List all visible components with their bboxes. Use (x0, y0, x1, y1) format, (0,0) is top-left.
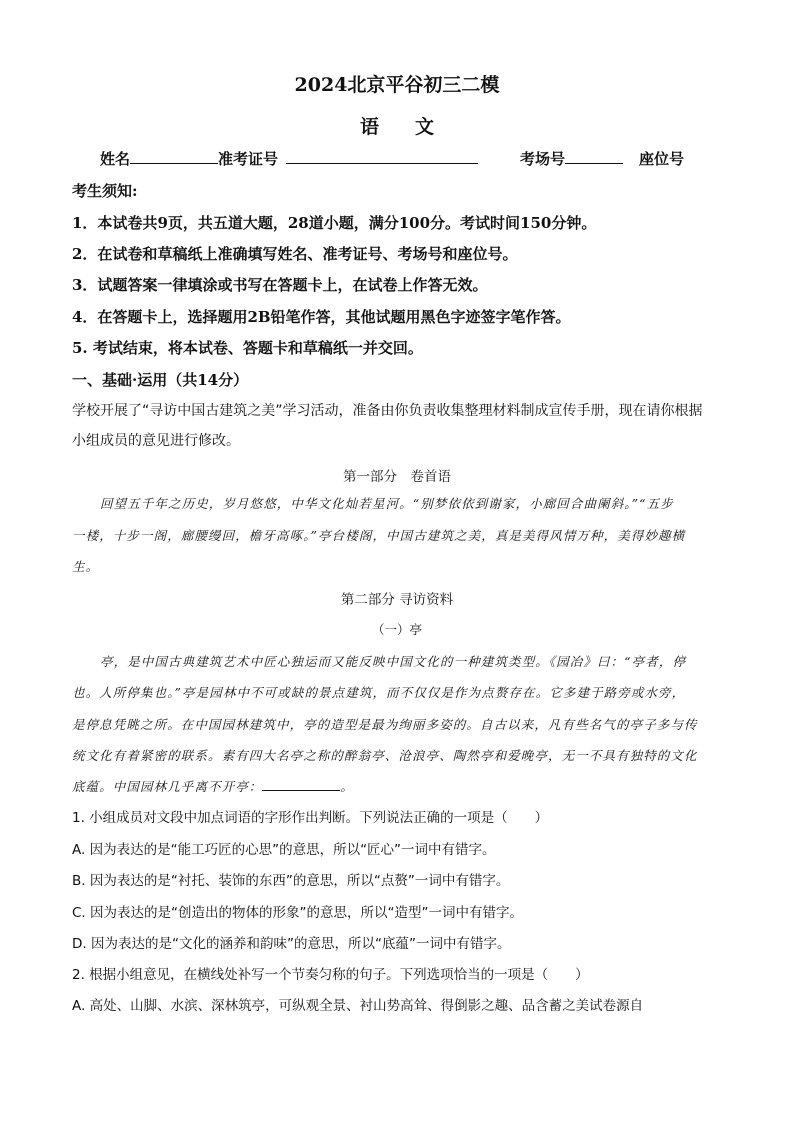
part2-line-end: 。 (340, 779, 355, 794)
q1-option-c[interactable]: C. 因为表达的是“创造出的物体的形象”的意思，所以“造型”一词中有错字。 (72, 905, 523, 921)
part1-line: 回望五千年之历史，岁月悠悠，中华文化灿若星河。“别梦依依到谢家，小廊回合曲阑斜。”“五步 (100, 496, 674, 511)
notice-item: 2．在试卷和草稿纸上准确填写姓名、准考证号、考场号和座位号。 (72, 245, 518, 263)
notice-item: 5. 考试结束，将本试卷、答题卡和草稿纸一并交回。 (72, 339, 423, 357)
fill-blank[interactable] (262, 778, 340, 791)
q1-option-b[interactable]: B. 因为表达的是“衬托、装饰的东西”的意思，所以“点赘”一词中有错字。 (72, 873, 510, 889)
name-label: 姓名 (100, 150, 131, 168)
subject-title: 语文 (359, 116, 470, 138)
exam-no-blank[interactable] (286, 149, 478, 164)
notice-heading: 考生须知: (72, 182, 138, 200)
part2-subtitle: （一）亭 (371, 622, 422, 637)
section-heading: 一、基础·运用（共14分） (72, 371, 249, 389)
exam-title: 2024北京平谷初三二模 (294, 74, 500, 96)
part2-line: 底蕴。中国园林几乎离不开亭： (72, 779, 263, 794)
notice-item: 3．试题答案一律填涂或书写在答题卡上，在试卷上作答无效。 (72, 276, 488, 294)
info-line (100, 148, 684, 169)
part1-line: 一楼，十步一阁，廊腰缦回，檐牙高啄。”亭台楼阁，中国古建筑之美，真是美得风情万种，美得妙趣横 (72, 528, 686, 543)
name-blank[interactable] (130, 149, 218, 164)
notice-item: 1．本试卷共9页，共五道大题，28道小题，满分100分。考试时间150分钟。 (72, 214, 597, 232)
part2-title: 第二部分 寻访资料 (340, 592, 454, 608)
part2-line: 亭，是中国古典建筑艺术中匠心独运而又能反映中国文化的一种建筑类型。《园冶》曰：“亭者，停 (100, 654, 687, 669)
intro-line: 学校开展了“寻访中国古建筑之美”学习活动，准备由你负责收集整理材料制成宣传手册，现在请你根据 (72, 403, 703, 419)
question-2-stem: 2. 根据小组意见，在横线处补写一个节奏匀称的句子。下列选项恰当的一项是（ ） (72, 967, 589, 983)
part2-last-line (72, 777, 354, 795)
q1-option-a[interactable]: A. 因为表达的是“能工巧匠的心思”的意思，所以“匠心”一词中有错字。 (72, 842, 496, 858)
exam-no-label: 准考证号 (218, 150, 279, 168)
part2-line: 是停息凭眺之所。在中国园林建筑中，亭的造型是最为绚丽多姿的。自古以来，凡有些名气的亭子多与传 (72, 717, 698, 732)
q2-option-a[interactable]: A. 高处、山脚、水滨、深林筑亭，可纵观全景、衬山势高耸、得倒影之趣、品含蓄之美试卷源自 (72, 998, 644, 1014)
question-1-stem: 1. 小组成员对文段中加点词语的字形作出判断。下列说法正确的一项是（ ） (72, 810, 549, 826)
intro-line: 小组成员的意见进行修改。 (72, 433, 240, 449)
seat-label: 座位号 (639, 150, 685, 168)
part1-title: 第一部分 卷首语 (343, 469, 451, 485)
part1-line: 生。 (72, 559, 100, 574)
room-blank[interactable] (565, 149, 623, 164)
part2-line: 也。人所停集也。”亭是园林中不可或缺的景点建筑，而不仅仅是作为点赘存在。它多建于路旁或水旁， (72, 685, 686, 700)
part2-line: 统文化有着紧密的联系。素有四大名亭之称的醉翁亭、沧浪亭、陶然亭和爱晚亭，无一不具有独特的文化 (72, 748, 698, 763)
q1-option-d[interactable]: D. 因为表达的是“文化的涵养和韵味”的意思，所以“底蕴”一词中有错字。 (72, 936, 511, 952)
room-label: 考场号 (520, 150, 566, 168)
notice-item: 4．在答题卡上，选择题用2B铅笔作答，其他试题用黑色字迹签字笔作答。 (72, 308, 571, 326)
